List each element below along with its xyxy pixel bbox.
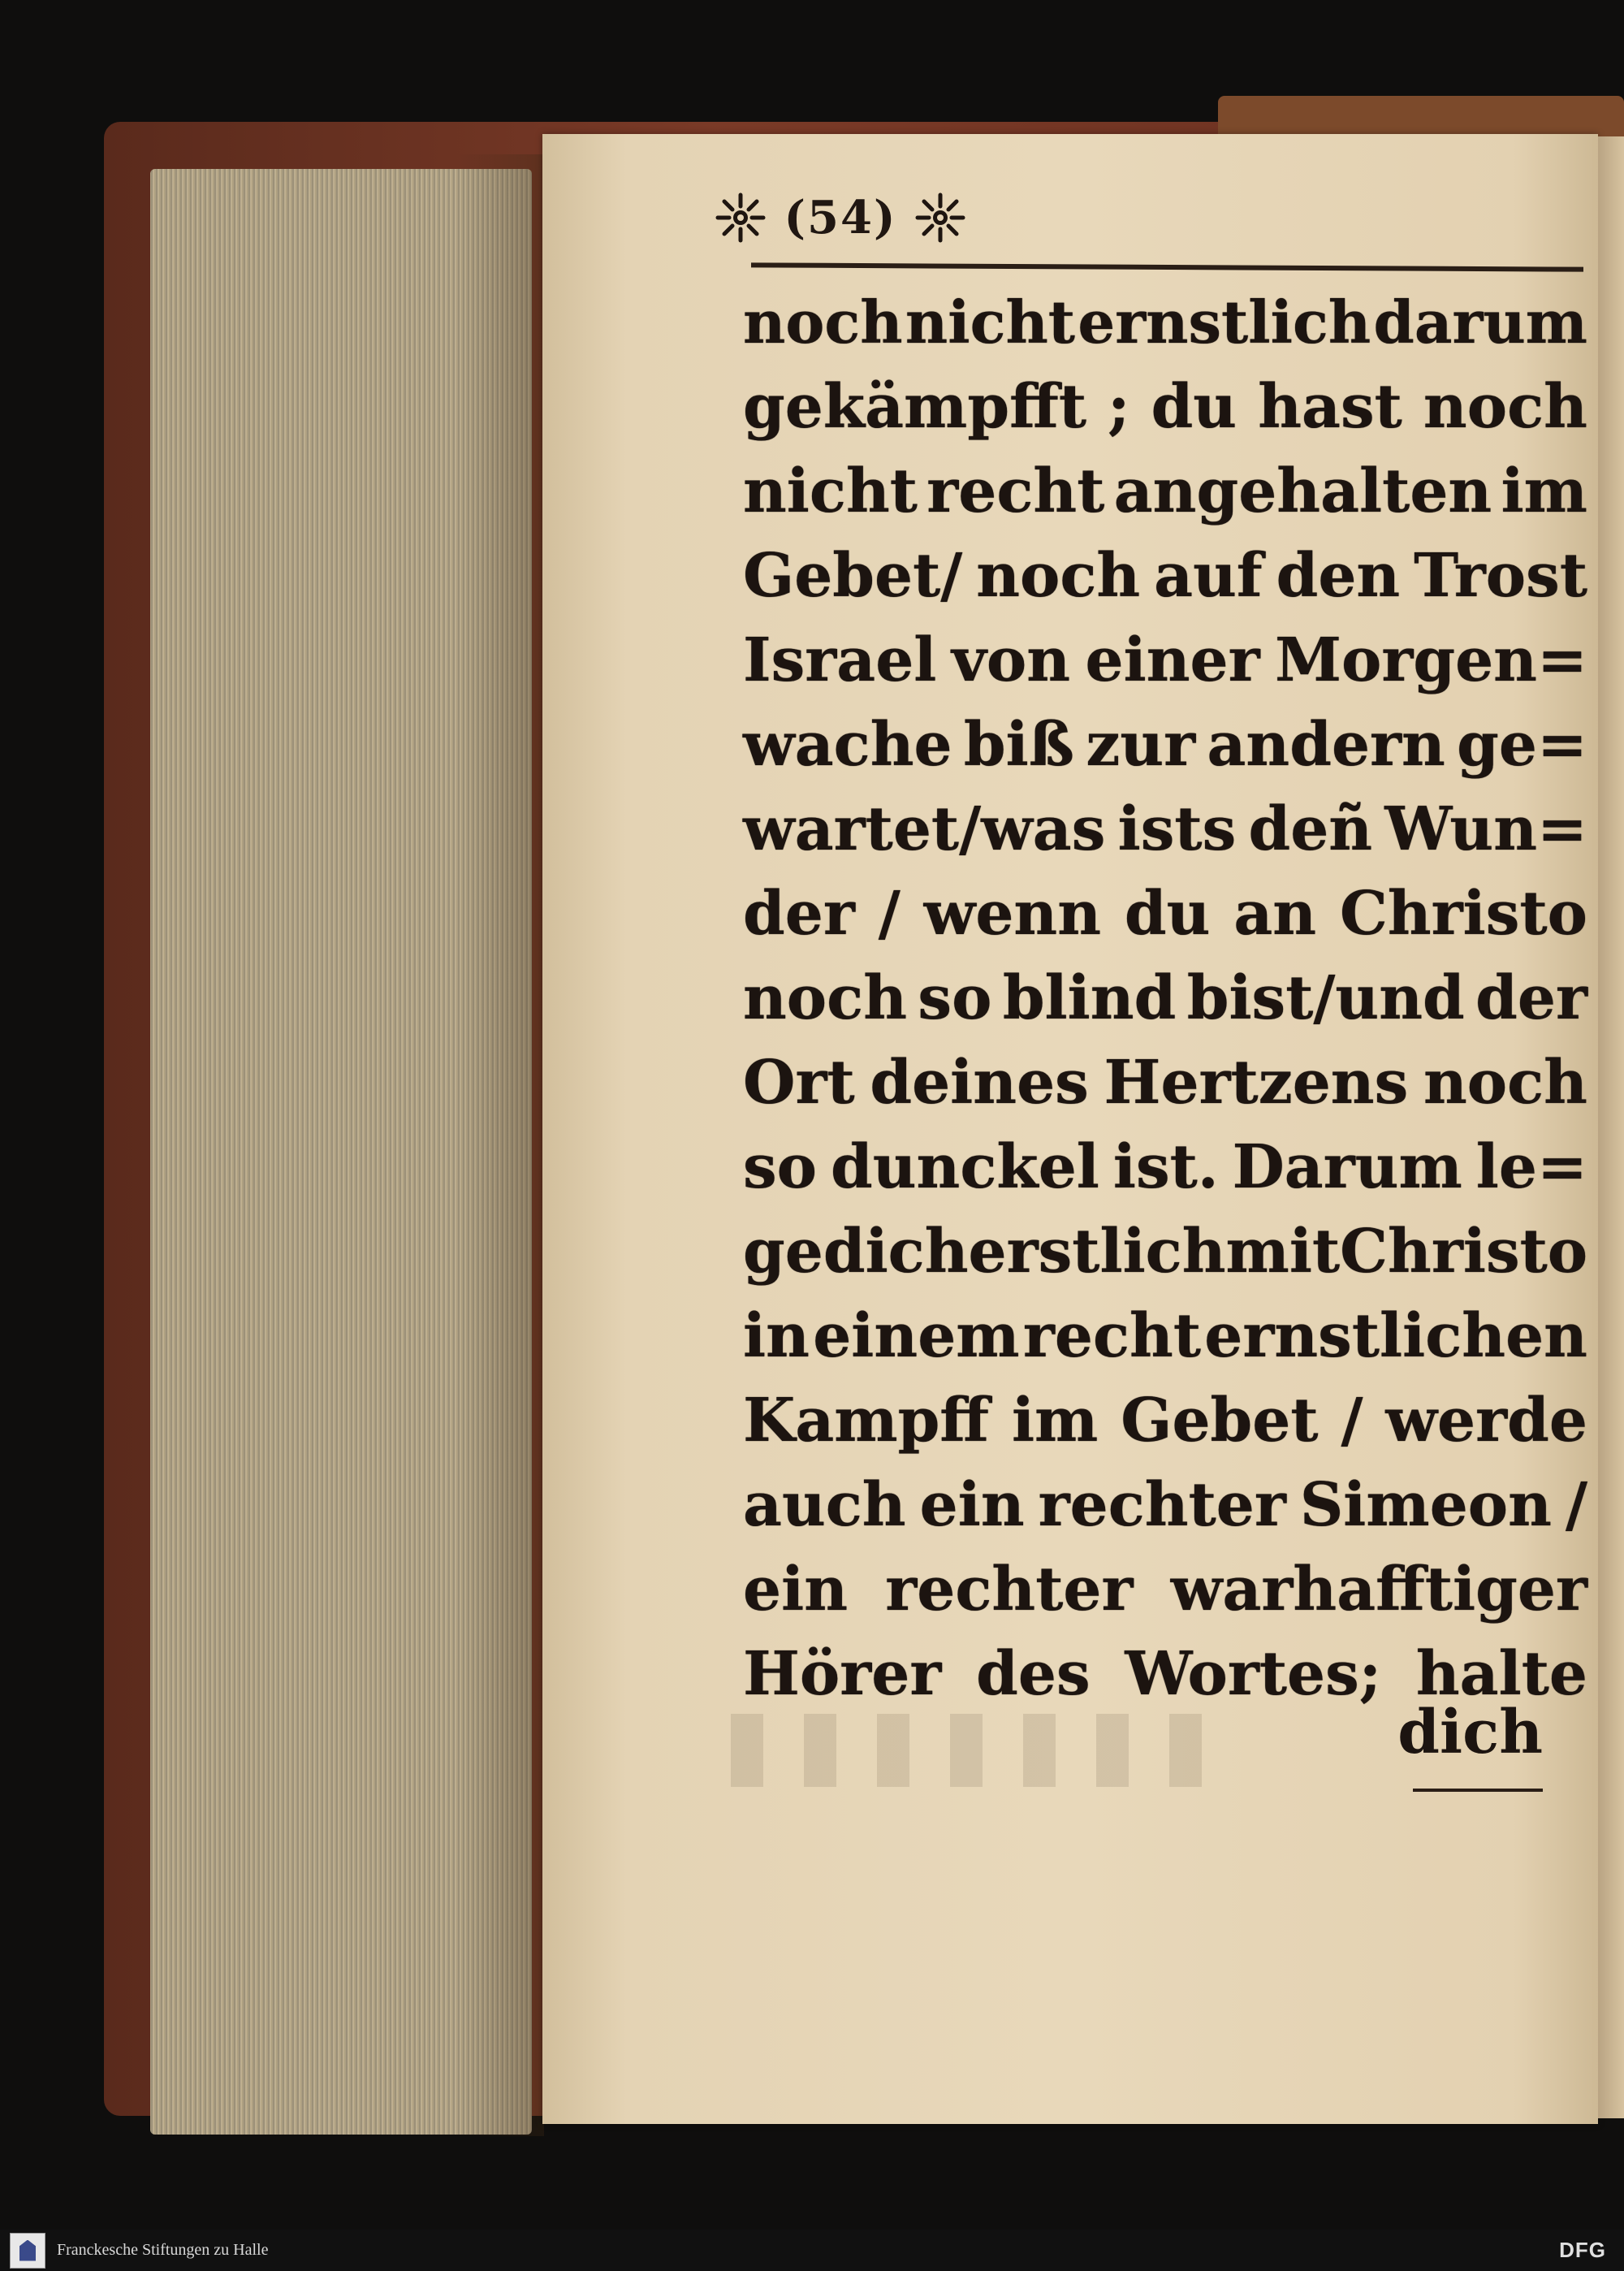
word: ein (919, 1470, 1025, 1540)
text-line (743, 1125, 1587, 1209)
catchword-underline (1413, 1789, 1543, 1792)
text-line (743, 534, 1587, 618)
text-line (743, 787, 1587, 872)
word: nicht (743, 456, 918, 526)
text-line (743, 365, 1587, 449)
word: des (976, 1639, 1091, 1709)
word: ernstlichen (1204, 1301, 1587, 1371)
text-line (743, 1378, 1587, 1463)
word: rechter (885, 1555, 1134, 1624)
word: recht (1022, 1301, 1201, 1371)
dfg-logo: DFG (1559, 2238, 1606, 2262)
word: bist/und (1186, 963, 1465, 1033)
word: einer (1085, 625, 1260, 695)
word: Morgen= (1275, 625, 1587, 695)
word: Hörer (743, 1639, 942, 1709)
word: gekämpfft (743, 372, 1087, 442)
text-line (743, 1463, 1587, 1547)
word: Darum (1232, 1132, 1462, 1202)
word: auf (1154, 541, 1263, 611)
word: deñ (1248, 794, 1373, 864)
word: Wortes; (1125, 1639, 1382, 1709)
word: / (1341, 1386, 1363, 1456)
word: wartet/was (743, 794, 1106, 864)
word: so (743, 1132, 818, 1202)
word: / (878, 879, 901, 949)
flower-ornament-icon (914, 192, 966, 244)
text-line (743, 449, 1587, 534)
word: einem (813, 1301, 1020, 1371)
word: darum (1373, 288, 1587, 357)
word: der (743, 879, 855, 949)
text-line (743, 280, 1587, 365)
running-head (483, 185, 1198, 250)
word: recht (926, 456, 1105, 526)
word: den (1276, 541, 1401, 611)
word: halte (1415, 1639, 1587, 1709)
word: in (743, 1301, 810, 1371)
word: ernstlich (1078, 288, 1371, 357)
viewer-footer (0, 2230, 1624, 2271)
word: noch (743, 288, 903, 357)
word: der (1475, 963, 1587, 1033)
word: wache (743, 710, 952, 780)
word: du (1151, 372, 1237, 442)
word: le= (1475, 1132, 1587, 1202)
word: von (951, 625, 1071, 695)
word: wenn (923, 879, 1102, 949)
text-line (743, 1547, 1587, 1632)
word: im (1501, 456, 1587, 526)
word: Christo (1339, 879, 1587, 949)
word: nicht (905, 288, 1076, 357)
word: zur (1086, 710, 1196, 780)
word: ; (1108, 372, 1130, 442)
word: so (918, 963, 992, 1033)
word: ein (743, 1555, 848, 1624)
facing-page-edge (1598, 136, 1624, 2118)
word: Gebet/ (743, 541, 963, 611)
page-number: (54) (784, 191, 897, 244)
text-line (743, 1040, 1587, 1125)
text-line (743, 956, 1587, 1040)
gutter-shadow (455, 154, 544, 2136)
word: Wun= (1384, 794, 1587, 864)
catchword: dich (1397, 1698, 1543, 1767)
body-text (743, 280, 1587, 1716)
text-line (743, 872, 1587, 956)
word: an (1233, 879, 1317, 949)
catchword-area (1397, 1698, 1543, 1795)
word: Ort (743, 1048, 855, 1118)
word: noch (1423, 372, 1587, 442)
word: ge (743, 1217, 823, 1287)
word: werde (1385, 1386, 1587, 1456)
word: auch (743, 1470, 906, 1540)
word: mit (1225, 1217, 1341, 1287)
word: ge= (1457, 710, 1587, 780)
word: erstlich (968, 1217, 1226, 1287)
word: hast (1258, 372, 1402, 442)
text-line (743, 1209, 1587, 1294)
show-through-text (731, 1714, 1218, 1787)
word: Hertzens (1104, 1048, 1409, 1118)
francke-foundation-logo-icon (10, 2233, 45, 2269)
word: Gebet (1121, 1386, 1319, 1456)
word: noch (976, 541, 1141, 611)
text-line (743, 618, 1587, 703)
word: Kampff (743, 1386, 990, 1456)
word: andern (1207, 710, 1445, 780)
word: du (1124, 879, 1211, 949)
word: angehalten (1113, 456, 1492, 526)
word: ists (1117, 794, 1237, 864)
word: noch (743, 963, 908, 1033)
word: warhafftiger (1170, 1555, 1587, 1624)
word: blind (1002, 963, 1177, 1033)
word: deines (870, 1048, 1089, 1118)
word: Trost (1414, 541, 1587, 611)
text-line (743, 1294, 1587, 1378)
word: ist. (1112, 1132, 1219, 1202)
word: dich (823, 1217, 969, 1287)
text-line (743, 703, 1587, 787)
word: / (1565, 1470, 1587, 1540)
word: Christo (1340, 1217, 1588, 1287)
institution-label: Franckesche Stiftungen zu Halle (57, 2241, 269, 2259)
word: Israel (743, 625, 937, 695)
word: im (1011, 1386, 1099, 1456)
word: dunckel (831, 1132, 1099, 1202)
word: biß (963, 710, 1074, 780)
word: Simeon (1299, 1470, 1552, 1540)
word: rechter (1038, 1470, 1286, 1540)
flower-ornament-icon (715, 192, 767, 244)
word: noch (1423, 1048, 1587, 1118)
